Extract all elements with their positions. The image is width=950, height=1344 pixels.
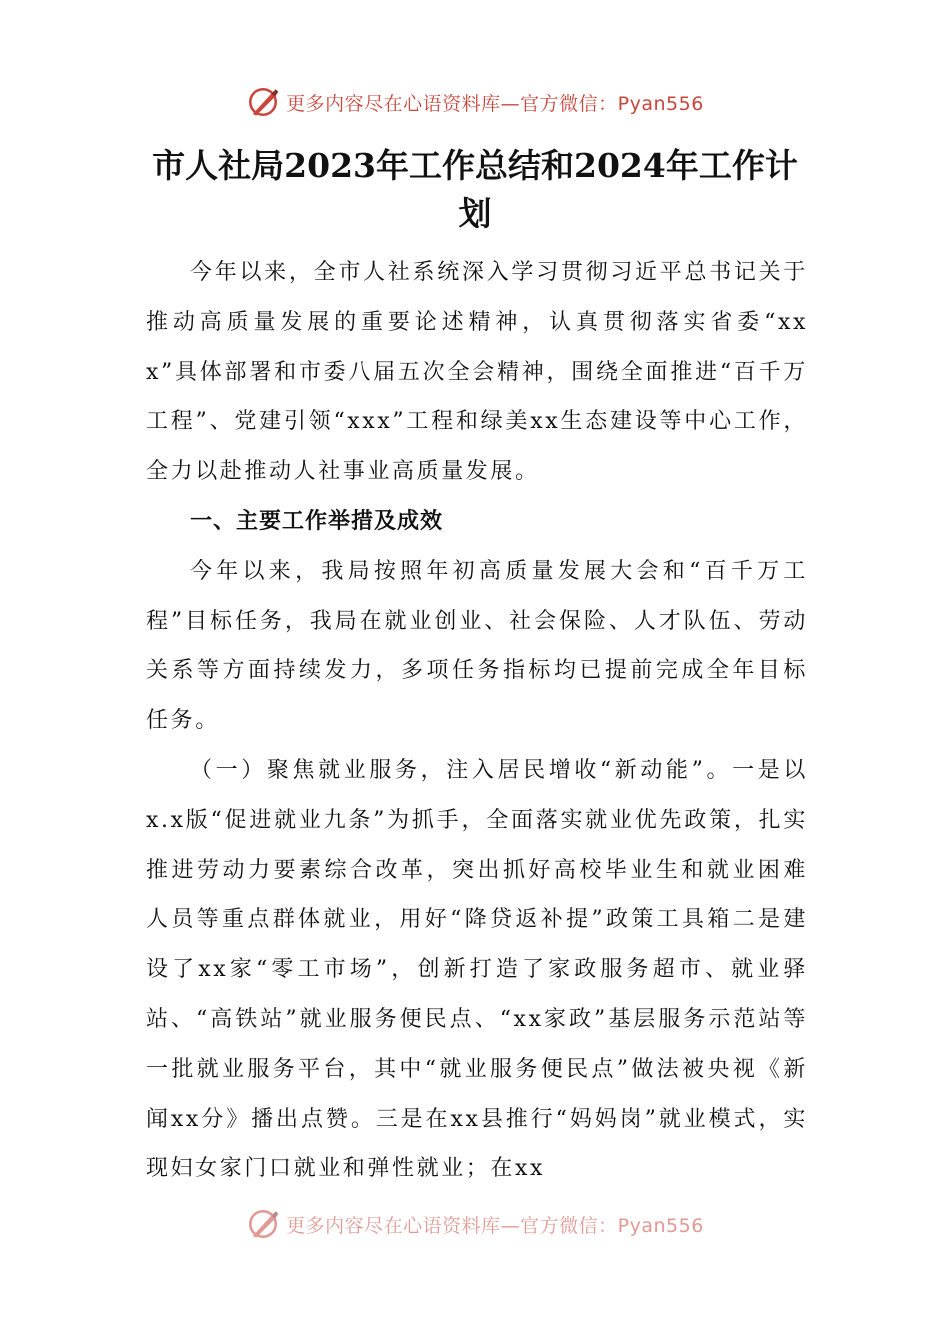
watermark-text: 更多内容尽在心语资料库—官方微信：Pyan556 — [286, 92, 704, 115]
section-heading: 一、主要工作举措及成效 — [190, 508, 444, 534]
document-title: 市人社局2023年工作总结和2024年工作计划 — [152, 146, 798, 233]
section-paragraph: 今年以来，我局按照年初高质量发展大会和“百千万工程”目标任务，我局在就业创业、社会保险、人才队伍、劳动关系等方面持续发力，多项任务指标均已提前完成全年目标任务。 — [146, 558, 808, 734]
watermark-header — [0, 84, 950, 120]
pen-logo-icon — [246, 85, 280, 119]
subsection-paragraph: （一）聚焦就业服务，注入居民增收“新动能”。一是以x.x版“促进就业九条”为抓手，全面落实就业优先政策，扎实推进劳动力要素综合改革，突出抓好高校毕业生和就业困难人员等重点群体就业，用好“降贷返补提”政策工具箱二是建设了xx家“零工市场”，创新打造了家政服务超市、就业驿站、“高铁站”就业服务便民点、“xx家政”基层服务示范站等一批就业服务平台，其中“就业服务便民点”做法被央视《新闻xx分》播出点赞。三是在xx县推行“妈妈岗”就业模式，实现妇女家门口就业和弹性就业；在xx — [146, 757, 808, 1182]
pen-logo-icon — [246, 1207, 280, 1241]
watermark-footer — [0, 1206, 950, 1242]
intro-paragraph: 今年以来，全市人社系统深入学习贯彻习近平总书记关于推动高质量发展的重要论述精神，认真贯彻落实省委“xxx”具体部署和市委八届五次全会精神，围绕全面推进“百千万工程”、党建引领“xxx”工程和绿美xx生态建设等中心工作，全力以赴推动人社事业高质量发展。 — [146, 260, 808, 485]
document-body — [146, 248, 808, 1194]
watermark-text: 更多内容尽在心语资料库—官方微信：Pyan556 — [286, 1214, 704, 1237]
